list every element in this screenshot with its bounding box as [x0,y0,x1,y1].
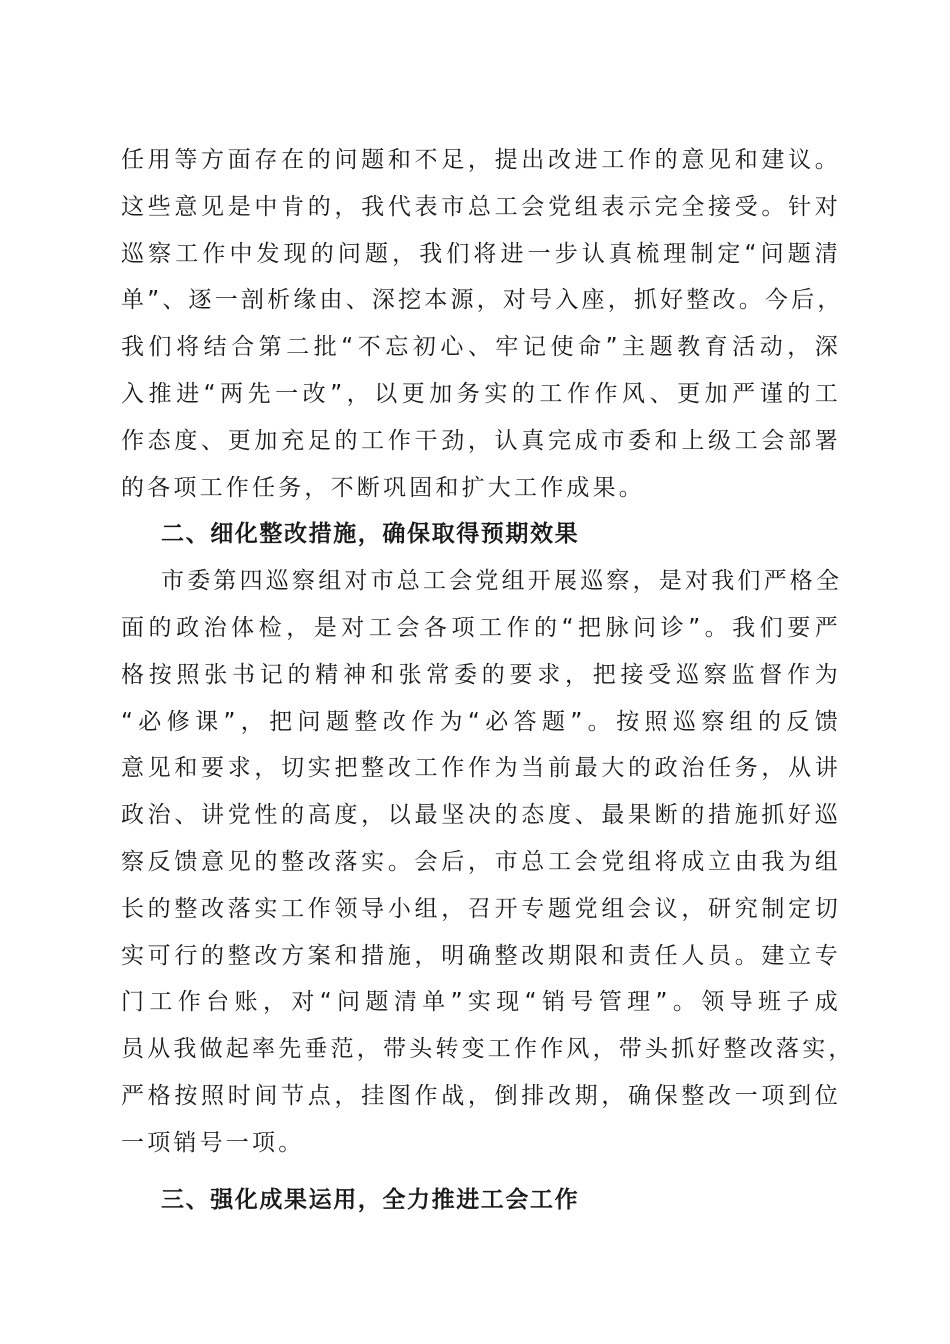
text-line: 面的政治体检，是对工会各项工作的“把脉问诊”。我们要严 [121,614,841,641]
text-line: 意见和要求，切实把整改工作作为当前最大的政治任务，从讲 [121,755,841,782]
document-body [121,137,855,1223]
text-line: 长的整改落实工作领导小组，召开专题党组会议，研究制定切 [121,895,841,922]
text-line: 市委第四巡察组对市总工会党组开展巡察，是对我们严格全 [161,568,843,595]
text-line: 格按照张书记的精神和张常委的要求，把接受巡察监督作为 [121,661,841,688]
text-line: 入推进“两先一改”，以更加务实的工作作风、更加严谨的工 [121,380,841,407]
text-line: 这些意见是中肯的，我代表市总工会党组表示完全接受。针对 [121,193,841,220]
text-line: 任用等方面存在的问题和不足，提出改进工作的意见和建议。 [121,147,841,173]
text-line: 巡察工作中发现的问题，我们将进一步认真梳理制定“问题清 [121,240,841,267]
text-line: “必修课”，把问题整改作为“必答题”。按照巡察组的反馈 [121,708,841,735]
text-line: 一项销号一项。 [121,1129,305,1156]
text-line: 作态度、更加充足的工作干劲，认真完成市委和上级工会部署 [121,427,841,454]
text-line: 严格按照时间节点，挂图作战，倒排改期，确保整改一项到位 [121,1082,841,1109]
text-line: 单”、逐一剖析缘由、深挖本源，对号入座，抓好整改。今后， [121,287,844,314]
paragraph-rectification [121,558,855,1166]
text-line: 政治、讲党性的高度，以最坚决的态度、最果断的措施抓好巡 [121,802,841,829]
section-heading-2: 二、细化整改措施，确保取得预期效果 [161,521,580,548]
text-line: 察反馈意见的整改落实。会后，市总工会党组将成立由我为组 [121,848,841,875]
paragraph-commitment [121,137,844,511]
text-line: 实可行的整改方案和措施，明确整改期限和责任人员。建立专 [121,942,841,969]
text-line: 员从我做起率先垂范，带头转变工作作风，带头抓好整改落实， [121,1036,855,1063]
text-line: 门工作台账，对“问题清单”实现“销号管理”。领导班子成 [121,989,841,1016]
section-heading-3: 三、强化成果运用，全力推进工会工作 [161,1186,580,1213]
text-line: 我们将结合第二批“不忘初心、牢记使命”主题教育活动，深 [121,334,841,361]
text-line: 的各项工作任务，不断巩固和扩大工作成果。 [121,474,645,501]
